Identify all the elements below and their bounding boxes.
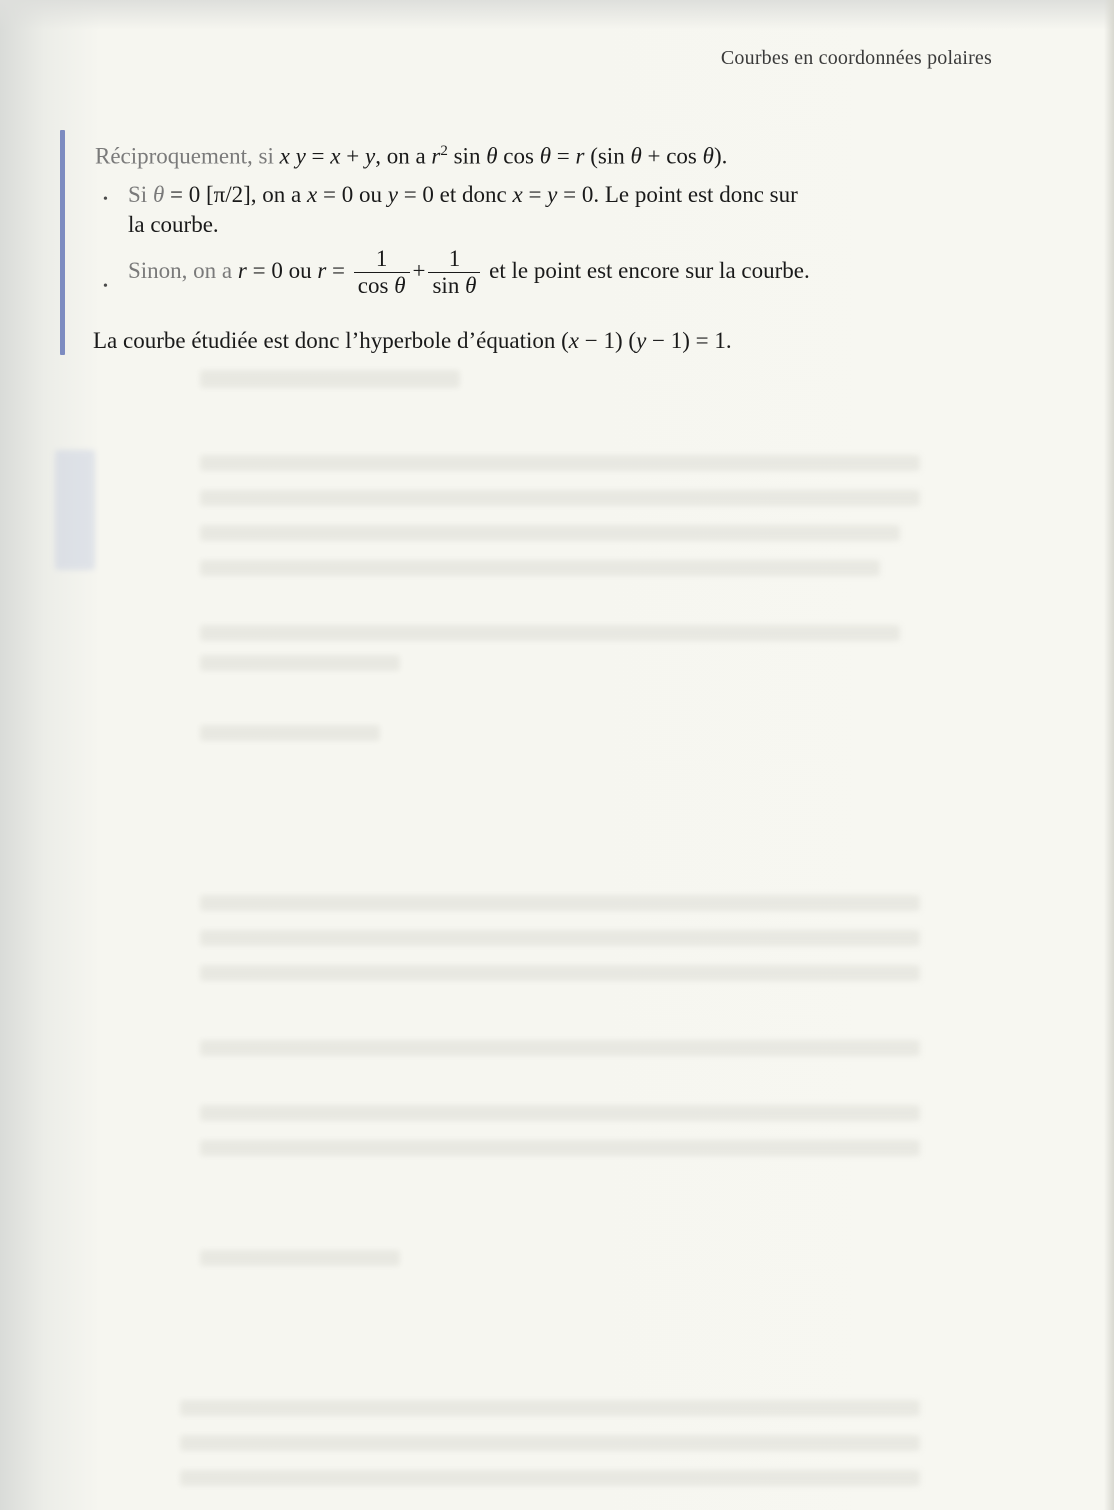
margin-bar: [60, 130, 65, 355]
math: =: [551, 143, 576, 169]
math: cos: [357, 273, 395, 298]
bullet: •: [103, 279, 108, 294]
paragraph-line: [93, 326, 732, 356]
bleed-through: [200, 370, 460, 388]
text: , on a: [375, 143, 432, 169]
list-item-continuation: [128, 210, 219, 240]
math: r: [237, 257, 247, 283]
math: x: [307, 182, 318, 207]
text: = 0. Le point est donc sur: [557, 182, 798, 207]
bleed-through-bar: [55, 450, 95, 570]
math: θ: [394, 273, 406, 298]
bleed-through: [200, 1250, 400, 1266]
math: y: [636, 328, 647, 353]
math: + cos: [641, 143, 703, 169]
denominator: [354, 272, 410, 299]
bleed-through: [180, 1435, 920, 1451]
math: ).: [713, 143, 728, 169]
text: Sinon, on a: [128, 257, 238, 283]
bleed-through: [200, 655, 400, 671]
math: θ: [486, 143, 498, 169]
math: +: [412, 257, 426, 283]
math: y: [364, 143, 376, 169]
math: r: [575, 143, 585, 169]
text: et le point est encore sur la courbe.: [483, 257, 810, 283]
text: Réciproquement, si: [95, 143, 280, 169]
bleed-through: [200, 1140, 920, 1156]
text: = 0 ou: [246, 257, 318, 283]
math: x y: [279, 143, 306, 169]
bullet: •: [103, 192, 108, 207]
math: x: [330, 143, 341, 169]
bleed-through: [200, 895, 920, 911]
numerator: 1: [375, 246, 388, 271]
math: x: [568, 328, 580, 353]
math: θ: [539, 143, 551, 169]
math: − 1) (: [579, 328, 637, 353]
math: y: [387, 182, 398, 207]
bleed-through: [200, 625, 900, 641]
scan-shadow: [0, 0, 1114, 30]
math: θ: [630, 143, 642, 169]
math: θ: [702, 143, 714, 169]
math: sin: [447, 143, 487, 169]
denominator: [428, 272, 480, 299]
text: = 0 et donc: [397, 182, 513, 207]
math: cos: [497, 143, 540, 169]
math: y: [547, 182, 558, 207]
bleed-through: [200, 560, 880, 576]
running-head: Courbes en coordonnées polaires: [720, 47, 992, 69]
text: = 0 [π/2], on a: [164, 182, 308, 207]
list-item: [128, 180, 798, 210]
math: θ: [465, 273, 477, 298]
bleed-through: [200, 725, 380, 741]
math: =: [522, 182, 548, 207]
fraction: [428, 246, 480, 299]
text: Si: [128, 182, 153, 207]
math: (: [561, 328, 569, 353]
math: (sin: [584, 143, 631, 169]
numerator: 1: [448, 246, 461, 271]
bleed-through: [200, 930, 920, 946]
bleed-through: [200, 965, 920, 981]
fraction: [354, 246, 410, 299]
paragraph-line: [95, 136, 727, 172]
list-item: [128, 246, 810, 299]
math: sin: [432, 273, 466, 298]
math: r: [431, 143, 441, 169]
text: = 0 ou: [317, 182, 388, 207]
math: θ: [152, 182, 165, 207]
bleed-through: [200, 455, 920, 471]
math: =: [326, 257, 351, 283]
math: x: [512, 182, 523, 207]
math: 2: [440, 143, 448, 159]
math: − 1) = 1.: [646, 328, 732, 353]
text: La courbe étudiée est donc l’hyperbole d’équation: [93, 328, 562, 353]
math: r: [317, 257, 327, 283]
bleed-through: [200, 490, 920, 506]
bleed-through: [200, 1105, 920, 1121]
math: =: [305, 143, 331, 169]
bleed-through: [200, 1040, 920, 1056]
bleed-through: [200, 525, 900, 541]
text: la courbe.: [128, 212, 219, 237]
bleed-through: [180, 1400, 920, 1416]
math: +: [340, 143, 365, 169]
page-edge: [1104, 0, 1114, 1510]
bleed-through: [180, 1470, 920, 1486]
